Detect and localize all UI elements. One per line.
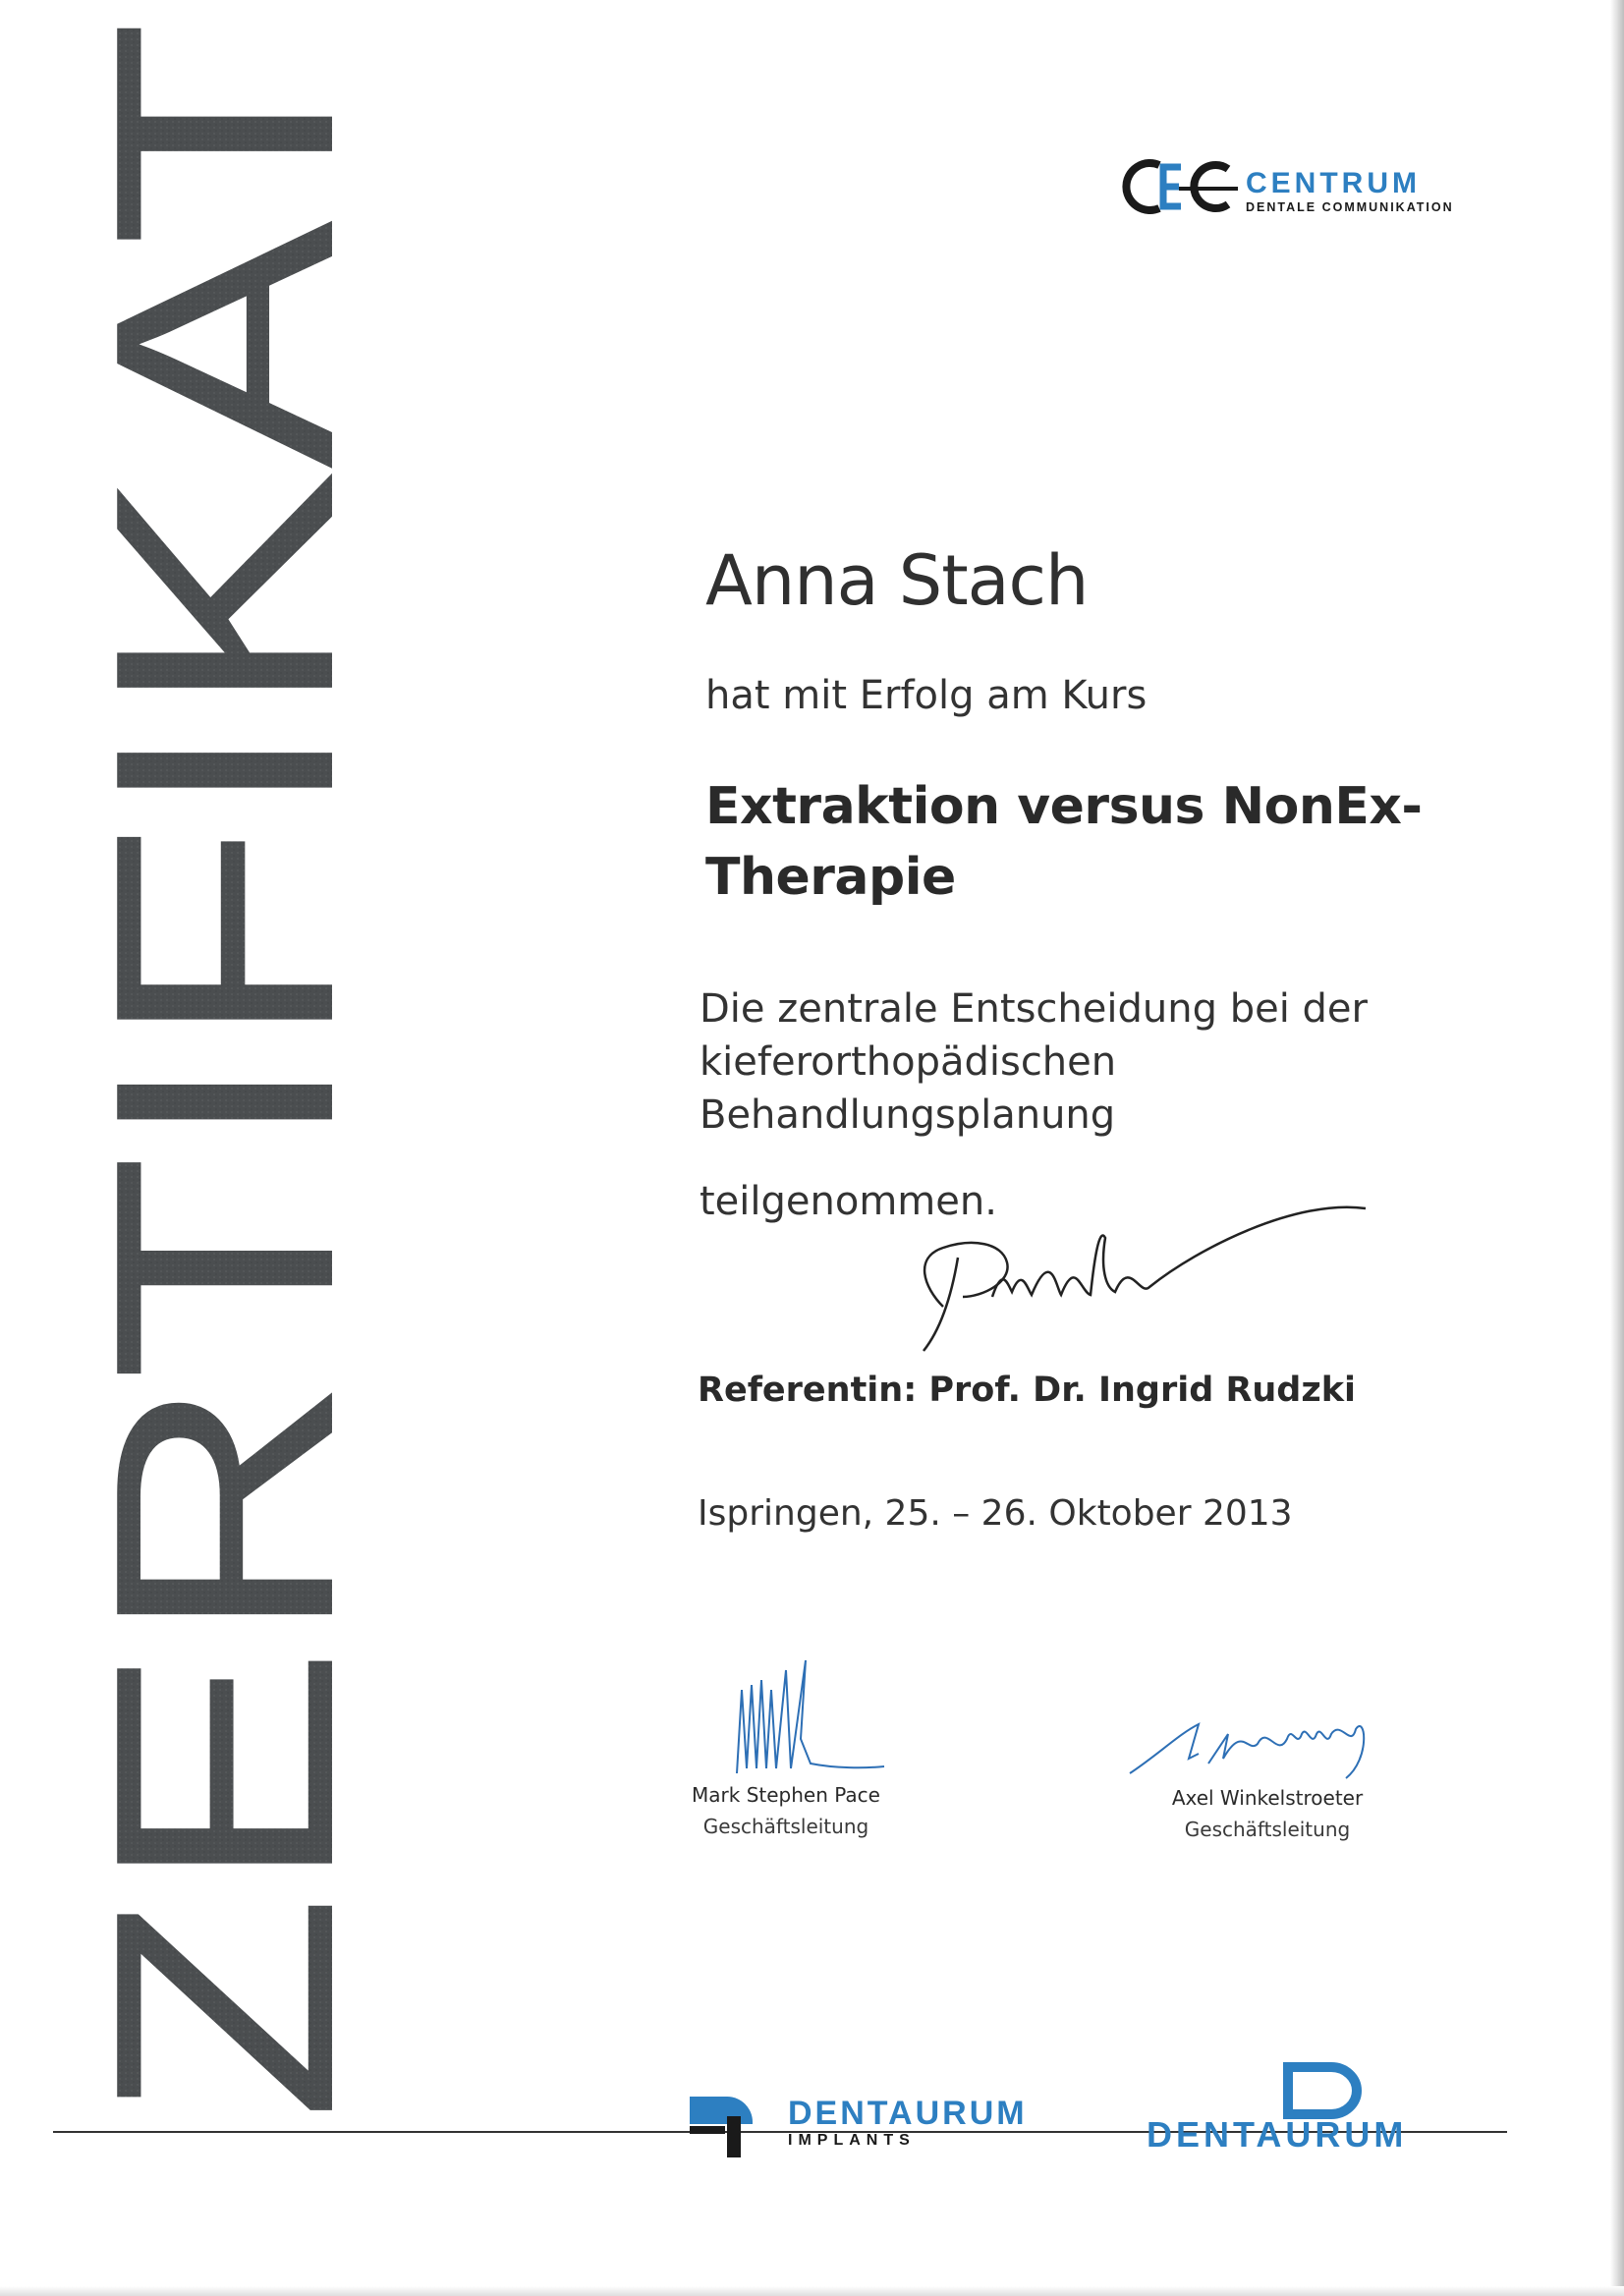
dentaurum-implants-logo [688, 2093, 1100, 2161]
centrum-subtitle: DENTALE COMMUNIKATION [1246, 200, 1454, 214]
subtitle-line-3: Behandlungsplanung [700, 1092, 1116, 1138]
course-title-line-2: Therapie [705, 848, 956, 907]
signatory-2-name: Axel Winkelstroeter [1171, 1786, 1364, 1810]
subtitle-line-2: kieferorthopädischen [700, 1039, 1117, 1085]
dentaurum-wordmark: DENTAURUM [1147, 2114, 1408, 2155]
speaker-credit: Referentin: Prof. Dr. Ingrid Rudzki [698, 1371, 1357, 1410]
signature-winkelstroeter [1120, 1705, 1415, 1783]
participant-name: Anna Stach [705, 540, 1089, 621]
course-title [705, 771, 1472, 913]
course-title-line-1: Extraktion versus NonEx- [705, 777, 1423, 836]
signatory-1-role: Geschäftsleitung [702, 1815, 869, 1838]
subtitle-line-1: Die zentrale Entscheidung bei der [700, 986, 1368, 1032]
scan-edge-bottom [0, 2286, 1624, 2296]
participated-text: teilgenommen. [700, 1179, 997, 1224]
zertifikat-text: ZERTIFIKAT [50, 363, 399, 2122]
centrum-logo [1120, 157, 1533, 226]
zertifikat-vertical-title [47, 0, 399, 2161]
signatory-1-name: Mark Stephen Pace [692, 1783, 880, 1807]
speaker-signature [884, 1189, 1395, 1366]
intro-line: hat mit Erfolg am Kurs [705, 673, 1148, 718]
scan-edge-right [1610, 0, 1624, 2296]
place-and-date: Ispringen, 25. – 26. Oktober 2013 [698, 1493, 1293, 1534]
centrum-wordmark: CENTRUM [1246, 167, 1421, 199]
dentaurum-logo [1145, 2063, 1518, 2155]
centrum-mark-icon [1120, 157, 1248, 216]
signature-pace [727, 1651, 904, 1788]
dentaurum-implants-mark-icon [688, 2093, 766, 2159]
dentaurum-implants-subtitle: IMPLANTS [788, 2132, 916, 2149]
dentaurum-d-icon [1280, 2063, 1398, 2116]
course-subtitle [700, 982, 1466, 1142]
dentaurum-implants-wordmark: DENTAURUM [788, 2095, 1028, 2132]
signatory-2-role: Geschäftsleitung [1184, 1818, 1351, 1841]
